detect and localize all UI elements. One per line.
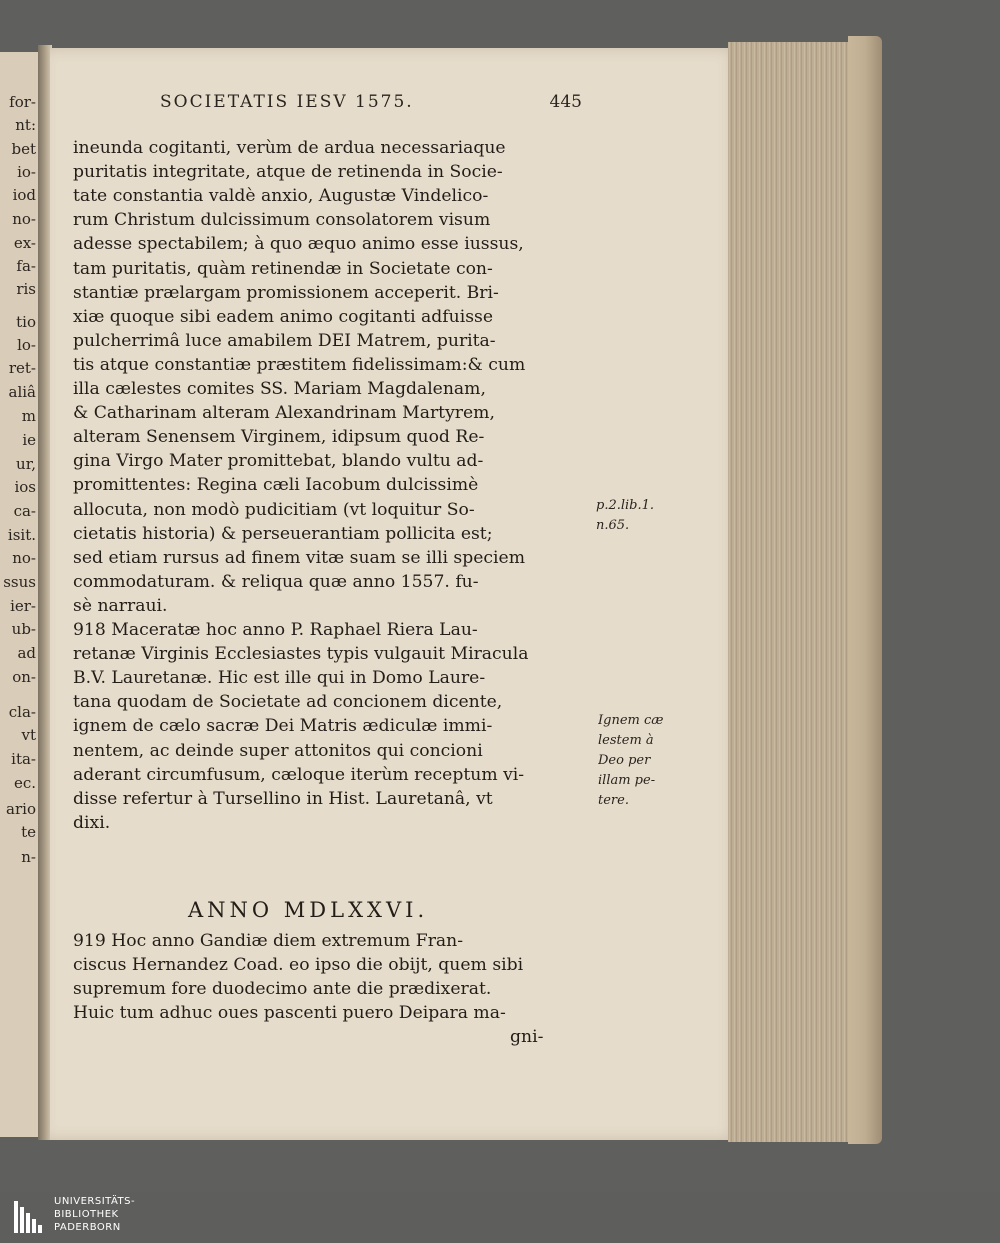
section-heading: ANNO MDLXXVI. xyxy=(188,898,429,922)
text-line: tam puritatis, quàm retinendæ in Societate con- xyxy=(73,258,493,279)
logo-line-3: PADERBORN xyxy=(54,1222,121,1233)
text-line: adesse spectabilem; à quo æquo animo esse iussus, xyxy=(73,234,524,255)
library-logo-icon xyxy=(14,1201,46,1233)
text-line: tana quodam de Societate ad concionem dicente, xyxy=(73,692,503,713)
text-line: 918 Maceratæ hoc anno P. Raphael Riera Lau- xyxy=(73,620,478,640)
text-line: tis atque constantiæ præstitem fidelissimam:& cum xyxy=(73,354,526,375)
text-line: ineunda cogitanti, verùm de ardua necessariaque xyxy=(73,138,506,158)
text-line: retanæ Virginis Ecclesiastes typis vulgauit Miracula xyxy=(73,644,529,665)
left-page-fragment: ita- xyxy=(11,750,36,768)
text-line: xiæ quoque sibi eadem animo cogitanti adfuisse xyxy=(73,306,494,327)
left-page-fragment: aliâ xyxy=(8,383,36,401)
text-line: Huic tum adhuc oues pascenti puero Deipara ma- xyxy=(73,1003,506,1023)
left-page-fragment: ca- xyxy=(13,502,36,520)
text-line: gina Virgo Mater promittebat, blando vultu ad- xyxy=(73,451,484,472)
left-page xyxy=(0,52,40,1137)
left-page-fragment: nt: xyxy=(15,116,36,134)
marginal-note: Deo per xyxy=(598,753,651,768)
left-page-fragment: ier- xyxy=(10,597,36,615)
left-page-fragment: no- xyxy=(12,549,36,567)
book-cover-edge xyxy=(848,36,882,1144)
marginal-note: Ignem cæ xyxy=(598,713,664,728)
left-page-fragment: ub- xyxy=(11,620,36,638)
left-page-fragment: no- xyxy=(12,210,36,228)
text-line: commodaturam. & reliqua quæ anno 1557. fu- xyxy=(73,571,479,592)
text-line: 919 Hoc anno Gandiæ diem extremum Fran- xyxy=(73,931,464,951)
left-page-fragment: ario xyxy=(6,800,36,818)
text-line: sed etiam rursus ad finem vitæ suam se illi speciem xyxy=(73,547,526,568)
left-page-fragment: ris xyxy=(16,280,36,298)
left-page-fragment: n- xyxy=(21,848,36,866)
left-page-fragment: cla- xyxy=(8,703,36,721)
text-line: dixi. xyxy=(73,812,111,833)
footer-bar xyxy=(0,1192,1000,1243)
left-page-fragment: io- xyxy=(17,163,36,181)
text-line: sè narraui. xyxy=(73,595,168,616)
left-page-fragment: m xyxy=(21,407,36,425)
text-line: B.V. Lauretanæ. Hic est ille qui in Domo Laure- xyxy=(73,668,486,689)
left-page-fragment: tio xyxy=(16,313,36,331)
text-line: stantiæ prælargam promissionem acceperit. Bri- xyxy=(73,282,499,303)
left-page-fragment: ios xyxy=(14,478,36,496)
left-page-fragment: iod xyxy=(12,186,36,204)
text-line: pulcherrimâ luce amabilem DEI Matrem, purita- xyxy=(73,330,496,351)
marginal-note: tere. xyxy=(598,793,629,808)
left-page-fragment: ad xyxy=(17,644,36,662)
left-page-fragment: ie xyxy=(22,431,36,449)
page-number: 445 xyxy=(549,92,582,112)
text-line: ciscus Hernandez Coad. eo ipso die obijt, quem sibi xyxy=(73,955,524,975)
text-line: puritatis integritate, atque de retinenda in Socie- xyxy=(73,162,503,183)
marginal-note: n.65. xyxy=(596,518,630,533)
left-page-fragment: ssus xyxy=(3,573,36,591)
marginal-note: p.2.lib.1. xyxy=(596,498,655,513)
text-line: aderant circumfusum, cæloque iterùm receptum vi- xyxy=(73,764,525,785)
text-line: ignem de cælo sacræ Dei Matris ædiculæ immi- xyxy=(73,716,493,737)
left-page-fragment: te xyxy=(21,823,36,841)
text-line: & Catharinam alteram Alexandrinam Martyrem, xyxy=(73,403,495,424)
text-line: tate constantia valdè anxio, Augustæ Vindelico- xyxy=(73,186,489,207)
left-page-fragment: bet xyxy=(11,140,36,158)
left-page-fragment: for- xyxy=(9,93,36,111)
text-line: supremum fore duodecimo ante die prædixerat. xyxy=(73,979,492,999)
text-line: allocuta, non modò pudicitiam (vt loquitur So- xyxy=(73,499,475,520)
marginal-note: lestem à xyxy=(598,733,654,748)
text-line: promittentes: Regina cæli Iacobum dulcissimè xyxy=(73,475,479,496)
logo-line-1: UNIVERSITÄTS- xyxy=(54,1196,136,1207)
logo-line-2: BIBLIOTHEK xyxy=(54,1209,119,1220)
text-line: gni- xyxy=(510,1027,544,1047)
left-page-fragment: isit. xyxy=(7,526,36,544)
text-line: cietatis historia) & perseuerantiam pollicita est; xyxy=(73,523,493,544)
left-page-fragment: vt xyxy=(21,726,36,744)
running-head: SOCIETATIS IESV 1575. xyxy=(160,92,414,112)
text-line: alteram Senensem Virginem, idipsum quod Re- xyxy=(73,427,485,448)
left-page-fragment: on- xyxy=(12,668,36,686)
text-line: rum Christum dulcissimum consolatorem visum xyxy=(73,210,491,231)
text-line: illa cælestes comites SS. Mariam Magdalenam, xyxy=(73,379,486,399)
left-page-fragment: ec. xyxy=(13,774,36,792)
left-page-fragment: lo- xyxy=(17,336,36,354)
marginal-note: illam pe- xyxy=(598,773,656,788)
page-edges xyxy=(728,42,850,1142)
left-page-fragment: fa- xyxy=(16,257,36,275)
left-page-fragment: ex- xyxy=(13,234,36,252)
left-page-fragment: ret- xyxy=(8,359,36,377)
left-page-fragment: ur, xyxy=(16,455,36,473)
text-line: nentem, ac deinde super attonitos qui concioni xyxy=(73,740,483,761)
text-line: disse refertur à Tursellino in Hist. Lauretanâ, vt xyxy=(73,788,493,809)
